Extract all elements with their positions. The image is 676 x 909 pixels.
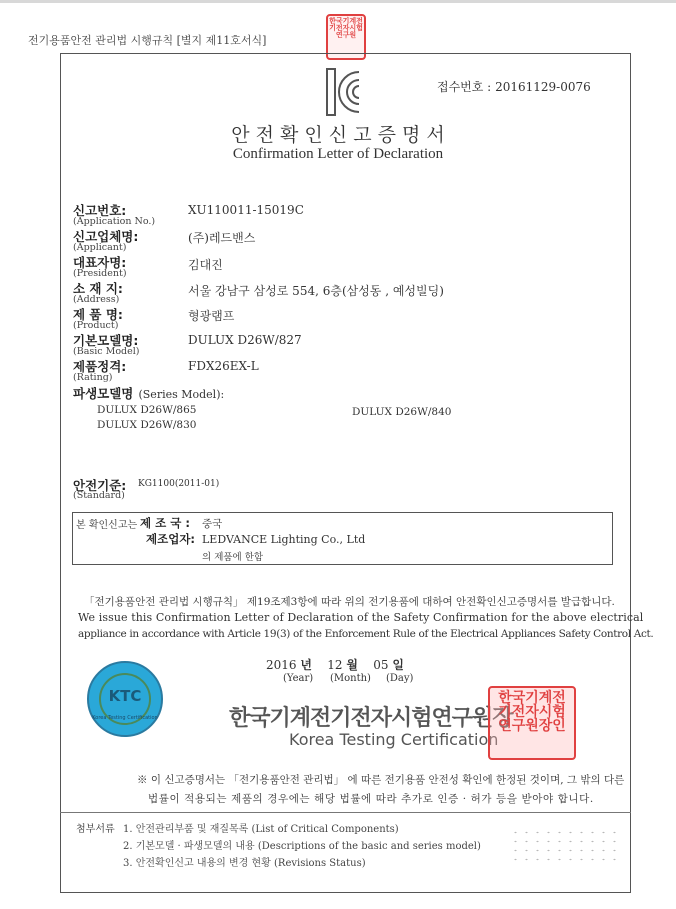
- kc-logo: [326, 68, 360, 116]
- issuer-korean: 한국기계전기전자시험연구원장: [229, 706, 513, 731]
- statement-english-2: appliance in accordance with Article 19(3) of the Enforcement Rule of the Electrical Appliances Safety Control Act.: [78, 628, 654, 640]
- date-month: 12: [327, 658, 343, 672]
- date-month-label: (Month): [330, 673, 371, 684]
- dot-pattern: [510, 828, 620, 866]
- president: 김대진: [188, 258, 223, 272]
- receipt-value: 20161129-0076: [495, 80, 591, 94]
- statement-english-1: We issue this Confirmation Letter of Declaration of the Safety Confirmation for the above electrical: [78, 611, 644, 624]
- maker-label: 제조업자:: [146, 532, 196, 546]
- address: 서울 강남구 삼성로 554, 6층(삼성동 , 예성빌딩): [188, 284, 444, 298]
- date-day-label: (Day): [386, 673, 414, 684]
- applicant: (주)레드밴스: [188, 231, 256, 245]
- issue-date: [266, 656, 404, 673]
- rating: FDX26EX-L: [188, 359, 259, 373]
- field-label: 대표자명:: [73, 255, 127, 270]
- basic-model: DULUX D26W/827: [188, 333, 302, 347]
- standard-label: 안전기준:: [73, 478, 127, 493]
- top-seal-stamp: 한국기계전기전자시험연구원: [326, 14, 366, 60]
- issuer-english: Korea Testing Certification: [289, 730, 499, 749]
- top-edge: [0, 0, 676, 3]
- title-korean: 안 전 확 인 신 고 증 명 서: [231, 124, 445, 146]
- date-year: 2016: [266, 658, 297, 672]
- note-line-2: 법률이 적용되는 제품의 경우에는 해당 법률에 따라 추가로 인증 · 허가 등을 받아야 합니다.: [148, 793, 594, 805]
- maker-value: LEDVANCE Lighting Co., Ltd: [202, 533, 366, 546]
- attachment-item: 2. 기본모델 · 파생모델의 내용 (Descriptions of the basic and series model): [123, 841, 481, 852]
- receipt-number: [437, 78, 591, 95]
- statement-korean: 「전기용품안전 관리법 시행규칙」 제19조제3항에 따라 위의 전기용품에 대하여 안전확인신고증명서를 발급합니다.: [84, 596, 615, 608]
- standard-sub: (Standard): [73, 490, 125, 501]
- field-label: 소 재 지:: [73, 281, 123, 296]
- maker-suffix: 의 제품에 한함: [202, 552, 264, 563]
- manufacture-intro: 본 확인신고는: [76, 520, 138, 531]
- series-model: DULUX D26W/840: [352, 406, 452, 418]
- field-label: 제 품 명:: [73, 307, 123, 322]
- series-label: 파생모델명: [73, 386, 134, 401]
- field-label: 제품정격:: [73, 359, 127, 374]
- field-sub: (President): [73, 268, 127, 279]
- date-year-label: (Year): [283, 673, 314, 684]
- date-day: 05: [373, 658, 389, 672]
- product: 형광램프: [188, 309, 235, 323]
- country-label: 제 조 국 :: [140, 516, 190, 530]
- seal-ring-text: Korea Testing Certification: [92, 715, 158, 721]
- series-model-heading: [73, 383, 224, 402]
- series-model: DULUX D26W/830: [97, 419, 197, 431]
- field-label: 신고번호:: [73, 203, 127, 218]
- field-sub: (Rating): [73, 372, 113, 383]
- field-sub: (Product): [73, 320, 119, 331]
- country-value: 중국: [202, 518, 223, 530]
- date-day-unit: 일: [392, 658, 404, 672]
- series-label-en: (Series Model):: [138, 388, 225, 401]
- date-year-unit: 년: [300, 658, 312, 672]
- attachment-item: 3. 안전확인신고 내용의 변경 현황 (Revisions Status): [123, 858, 366, 869]
- application-number: XU110011-15019C: [188, 203, 304, 217]
- field-sub: (Application No.): [73, 216, 156, 227]
- official-red-stamp: 한국기계전기전자시험연구원장인: [488, 686, 576, 760]
- standard-value: KG1100(2011-01): [138, 479, 220, 489]
- field-label: 신고업체명:: [73, 229, 139, 244]
- field-label: 기본모델명:: [73, 333, 139, 348]
- series-model: DULUX D26W/865: [97, 404, 197, 416]
- attachments-label: 첨부서류: [76, 824, 115, 835]
- title-english: Confirmation Letter of Declaration: [232, 146, 444, 162]
- receipt-label: 접수번호 :: [437, 80, 492, 94]
- ktc-seal: [87, 661, 163, 737]
- seal-text: KTC: [108, 687, 142, 705]
- note-line-1: ※ 이 신고증명서는 「전기용품안전 관리법」 에 따른 전기용품 안전성 확인에 한정된 것이며, 그 밖의 다른: [137, 774, 625, 786]
- field-sub: (Address): [73, 294, 120, 305]
- form-reference: 전기용품안전 관리법 시행규칙 [별지 제11호서식]: [28, 34, 267, 47]
- field-sub: (Basic Model): [73, 346, 140, 357]
- date-month-unit: 월: [346, 658, 358, 672]
- divider: [60, 812, 631, 813]
- certificate-frame: [60, 53, 631, 893]
- field-sub: (Applicant): [73, 242, 127, 253]
- attachment-item: 1. 안전관리부품 및 재질목록 (List of Critical Components): [123, 824, 399, 835]
